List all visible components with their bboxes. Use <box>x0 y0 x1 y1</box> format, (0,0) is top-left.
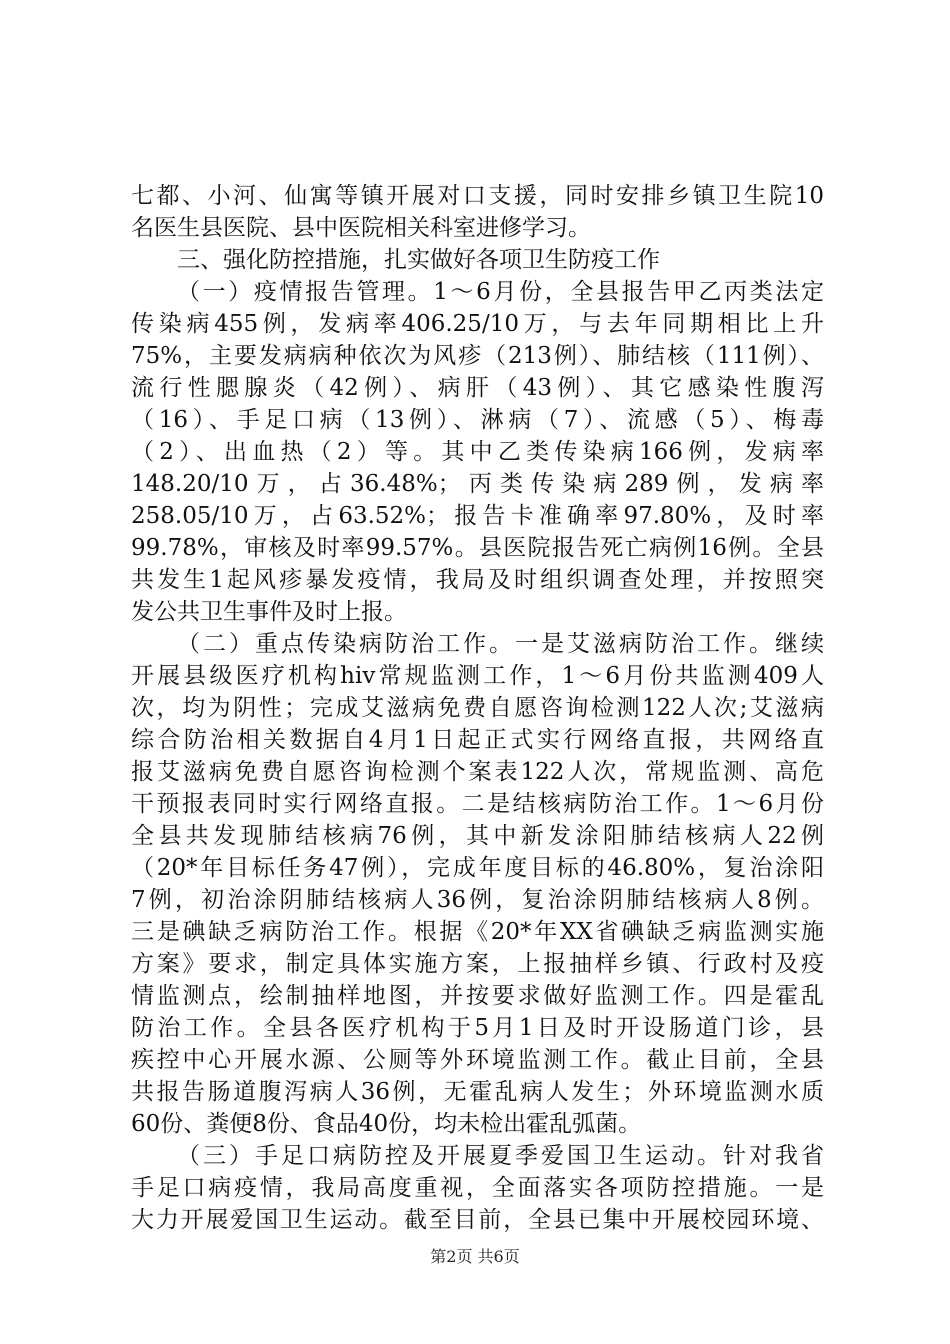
text-line: 方案》要求，制定具体实施方案，上报抽样乡镇、行政村及疫 <box>131 951 824 977</box>
text-line: 7例，初治涂阴肺结核病人36例，复治涂阴肺结核病人8例。 <box>131 887 824 913</box>
body-text <box>131 180 824 1236</box>
text-line: 发公共卫生事件及时上报。 <box>131 599 407 625</box>
text-line: 75%，主要发病病种依次为风疹（213例）、肺结核（111例）、 <box>131 343 824 369</box>
text-line: 七都、小河、仙寓等镇开展对口支援，同时安排乡镇卫生院10 <box>131 183 824 209</box>
page-number-footer: 第2页 共6页 <box>430 1247 520 1266</box>
text-line: 传染病455例，发病率406.25/10万，与去年同期相比上升 <box>131 311 824 337</box>
text-line: （16）、手足口病（13例）、淋病（7）、流感（5）、梅毒 <box>131 407 824 433</box>
text-line: 三是碘缺乏病防治工作。根据《20*年XX省碘缺乏病监测实施 <box>131 919 824 945</box>
section-heading: 三、强化防控措施，扎实做好各项卫生防疫工作 <box>177 247 660 273</box>
text-line: 148.20/10万，占36.48%；丙类传染病289例，发病率 <box>131 471 824 497</box>
text-line: 99.78%，审核及时率99.57%。县医院报告死亡病例16例。全县 <box>131 535 824 561</box>
text-line: 大力开展爱国卫生运动。截至目前，全县已集中开展校园环境、 <box>131 1207 824 1233</box>
text-line: 防治工作。全县各医疗机构于5月1日及时开设肠道门诊，县 <box>131 1015 824 1041</box>
text-line: 60份、粪便8份、食品40份，均未检出霍乱弧菌。 <box>131 1111 642 1137</box>
text-line: （20*年目标任务47例），完成年度目标的46.80%，复治涂阳 <box>131 855 824 881</box>
text-line: 报艾滋病免费自愿咨询检测个案表122人次，常规监测、高危 <box>131 759 824 785</box>
text-line: 综合防治相关数据自4月1日起正式实行网络直报，共网络直 <box>131 727 824 753</box>
text-line: （二）重点传染病防治工作。一是艾滋病防治工作。继续 <box>177 631 824 657</box>
text-line: 疾控中心开展水源、公厕等外环境监测工作。截止目前，全县 <box>131 1047 824 1073</box>
text-line: 名医生县医院、县中医院相关科室进修学习。 <box>131 215 591 241</box>
text-line: 全县共发现肺结核病76例，其中新发涂阳肺结核病人22例 <box>131 823 824 849</box>
text-line: （一）疫情报告管理。1～6月份，全县报告甲乙丙类法定 <box>177 279 824 305</box>
text-line: 次，均为阴性；完成艾滋病免费自愿咨询检测122人次;艾滋病 <box>131 695 824 721</box>
text-line: 共报告肠道腹泻病人36例，无霍乱病人发生；外环境监测水质 <box>131 1079 824 1105</box>
text-line: 情监测点，绘制抽样地图，并按要求做好监测工作。四是霍乱 <box>131 983 824 1009</box>
text-line: 开展县级医疗机构hiv常规监测工作，1～6月份共监测409人 <box>131 663 824 689</box>
text-line: 共发生1起风疹暴发疫情，我局及时组织调查处理，并按照突 <box>131 567 824 593</box>
text-line: （三）手足口病防控及开展夏季爱国卫生运动。针对我省 <box>177 1143 824 1169</box>
text-line: 干预报表同时实行网络直报。二是结核病防治工作。1～6月份 <box>131 791 824 817</box>
text-line: 258.05/10万，占63.52%；报告卡准确率97.80%，及时率 <box>131 503 824 529</box>
text-line: 流行性腮腺炎（42例）、病肝（43例）、其它感染性腹泻 <box>131 375 824 401</box>
text-line: 手足口病疫情，我局高度重视，全面落实各项防控措施。一是 <box>131 1175 824 1201</box>
text-line: （2）、出血热（2）等。其中乙类传染病166例，发病率 <box>131 439 824 465</box>
